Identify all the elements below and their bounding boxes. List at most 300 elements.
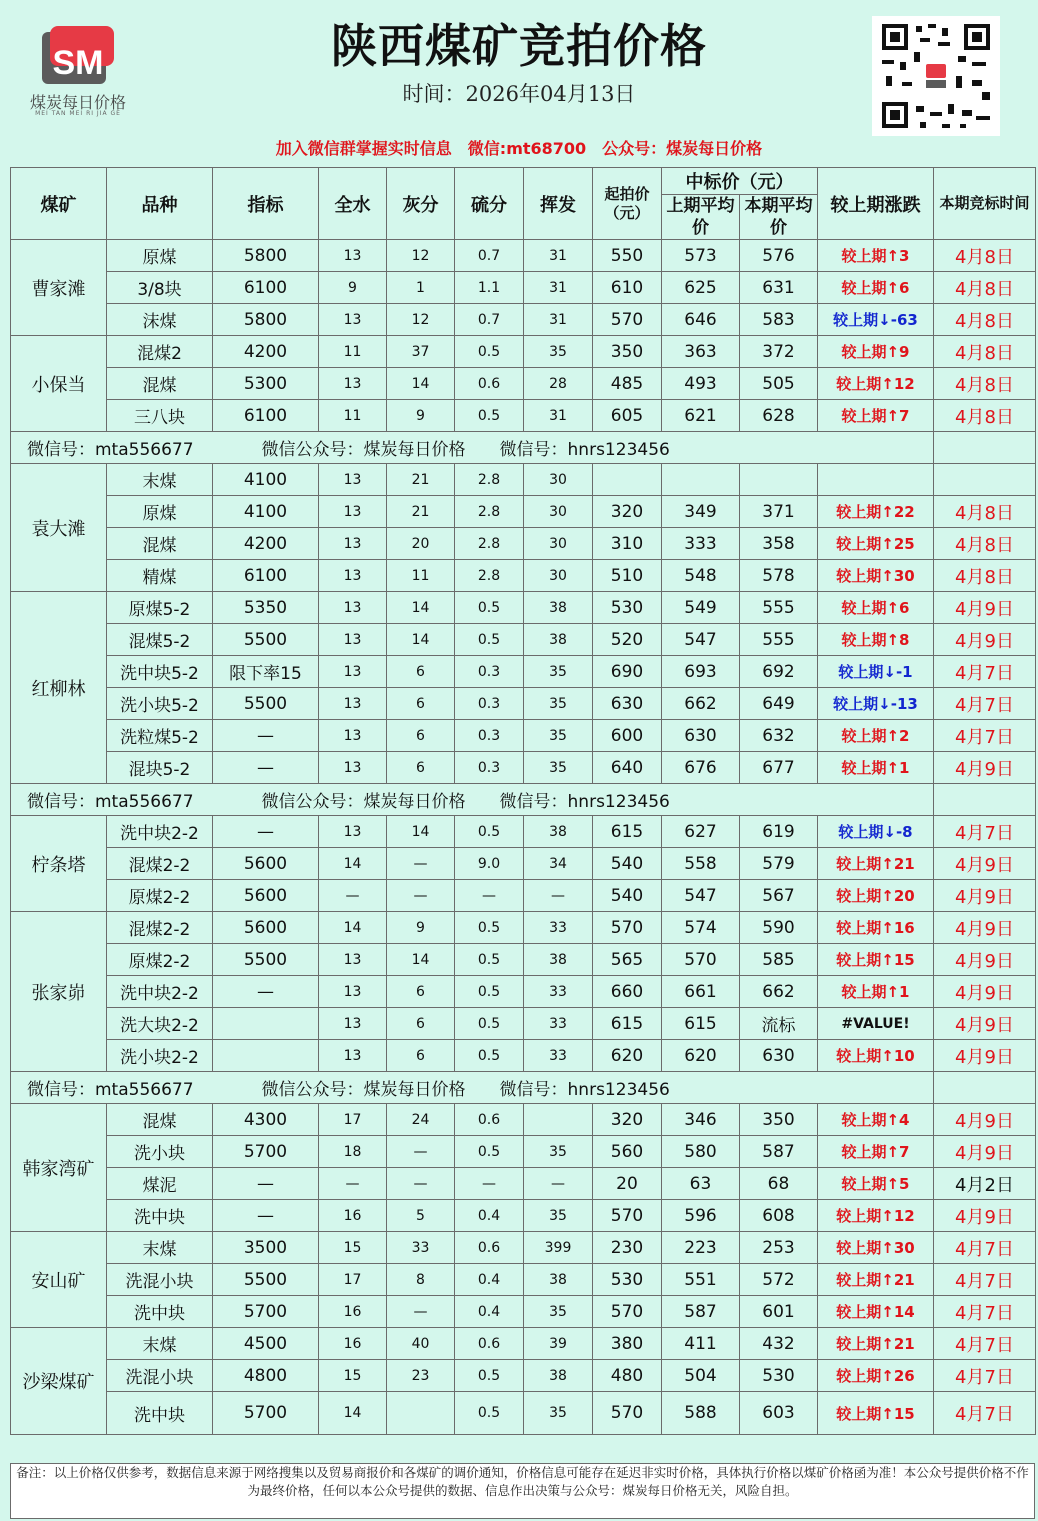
price-change: 较上期↑15: [818, 1392, 934, 1435]
ad-text: 微信号：mta556677 微信公众号：煤炭每日价格 微信号：hnrs123456: [11, 432, 934, 464]
volatile-value: 35: [524, 1296, 593, 1328]
curr-avg-price: 555: [740, 624, 818, 656]
volatile-value: 38: [524, 592, 593, 624]
price-change: 较上期↑6: [818, 272, 934, 304]
curr-avg-price: 585: [740, 944, 818, 976]
coal-index: 6100: [213, 400, 319, 432]
start-price: 510: [593, 560, 662, 592]
bid-date: 4月8日: [934, 272, 1036, 304]
moisture-value: 13: [319, 240, 387, 272]
coal-variety: 末煤: [107, 464, 213, 496]
ash-value: 6: [387, 976, 455, 1008]
start-price: 570: [593, 304, 662, 336]
ad-row: [11, 432, 1036, 464]
volatile-value: 35: [524, 688, 593, 720]
price-change: #VALUE!: [818, 1008, 934, 1040]
bid-date: 4月8日: [934, 304, 1036, 336]
bid-date: 4月7日: [934, 816, 1036, 848]
coal-index: 5600: [213, 848, 319, 880]
header-start-price: 起拍价（元）: [593, 168, 662, 240]
sulfur-value: 0.5: [455, 1040, 524, 1072]
curr-avg-price: 505: [740, 368, 818, 400]
coal-variety: 混煤2-2: [107, 848, 213, 880]
coal-variety: 精煤: [107, 560, 213, 592]
price-change: 较上期↑7: [818, 1136, 934, 1168]
ash-value: 6: [387, 720, 455, 752]
price-change: 较上期↑2: [818, 720, 934, 752]
table-row: [11, 1136, 1036, 1168]
price-change: 较上期↓-13: [818, 688, 934, 720]
sulfur-value: 0.6: [455, 1104, 524, 1136]
sulfur-value: 0.3: [455, 752, 524, 784]
price-change: 较上期↑14: [818, 1296, 934, 1328]
start-price: 615: [593, 816, 662, 848]
moisture-value: —: [319, 880, 387, 912]
table-row: [11, 1040, 1036, 1072]
ash-value: 21: [387, 496, 455, 528]
start-price: 530: [593, 592, 662, 624]
moisture-value: 11: [319, 400, 387, 432]
volatile-value: 35: [524, 656, 593, 688]
price-change: 较上期↓-8: [818, 816, 934, 848]
moisture-value: 13: [319, 752, 387, 784]
table-row: [11, 720, 1036, 752]
moisture-value: 9: [319, 272, 387, 304]
start-price: 380: [593, 1328, 662, 1360]
start-price: 640: [593, 752, 662, 784]
coal-index: 5700: [213, 1136, 319, 1168]
start-price: 320: [593, 1104, 662, 1136]
prev-avg-price: 596: [662, 1200, 740, 1232]
moisture-value: 13: [319, 592, 387, 624]
prev-avg-price: 411: [662, 1328, 740, 1360]
table-row: [11, 976, 1036, 1008]
moisture-value: 14: [319, 912, 387, 944]
price-change: 较上期↓-63: [818, 304, 934, 336]
start-price: 570: [593, 1200, 662, 1232]
moisture-value: 13: [319, 720, 387, 752]
bid-date: 4月8日: [934, 400, 1036, 432]
sulfur-value: —: [455, 1168, 524, 1200]
prev-avg-price: 646: [662, 304, 740, 336]
logo-subtext: MEI TAN MEI RI JIA GE: [35, 110, 121, 117]
volatile-value: 38: [524, 816, 593, 848]
ash-value: 14: [387, 944, 455, 976]
coal-variety: 原煤5-2: [107, 592, 213, 624]
coal-index: 5500: [213, 688, 319, 720]
prev-avg-price: 580: [662, 1136, 740, 1168]
volatile-value: 31: [524, 240, 593, 272]
curr-avg-price: [740, 464, 818, 496]
ash-value: 37: [387, 336, 455, 368]
moisture-value: 13: [319, 368, 387, 400]
coal-variety: 混煤2-2: [107, 912, 213, 944]
ad-empty-cell: [934, 432, 1036, 464]
curr-avg-price: 630: [740, 1040, 818, 1072]
table-row: [11, 368, 1036, 400]
price-change: 较上期↑21: [818, 848, 934, 880]
prev-avg-price: [662, 464, 740, 496]
start-price: 480: [593, 1360, 662, 1392]
sulfur-value: 0.5: [455, 976, 524, 1008]
moisture-value: 15: [319, 1232, 387, 1264]
coal-variety: 混煤: [107, 368, 213, 400]
ash-value: —: [387, 880, 455, 912]
ash-value: 1: [387, 272, 455, 304]
prev-avg-price: 349: [662, 496, 740, 528]
table-row: [11, 464, 1036, 496]
ash-value: 8: [387, 1264, 455, 1296]
header-winning-price: 中标价（元）: [662, 168, 818, 195]
coal-variety: 混煤: [107, 1104, 213, 1136]
price-change: 较上期↑12: [818, 1200, 934, 1232]
coal-index: 3500: [213, 1232, 319, 1264]
prev-avg-price: 661: [662, 976, 740, 1008]
prev-avg-price: 621: [662, 400, 740, 432]
sulfur-value: 0.6: [455, 1328, 524, 1360]
sulfur-value: 0.4: [455, 1296, 524, 1328]
moisture-value: 13: [319, 528, 387, 560]
bid-date: 4月7日: [934, 1232, 1036, 1264]
bid-date: 4月9日: [934, 752, 1036, 784]
ad-text: 微信号：mta556677 微信公众号：煤炭每日价格 微信号：hnrs123456: [11, 1072, 934, 1104]
table-row: [11, 816, 1036, 848]
moisture-value: 14: [319, 848, 387, 880]
curr-avg-price: 372: [740, 336, 818, 368]
bid-date: 4月9日: [934, 1040, 1036, 1072]
volatile-value: 34: [524, 848, 593, 880]
price-change: 较上期↑21: [818, 1328, 934, 1360]
volatile-value: 35: [524, 720, 593, 752]
prev-avg-price: 547: [662, 880, 740, 912]
volatile-value: 35: [524, 336, 593, 368]
ash-value: 12: [387, 304, 455, 336]
header-sulfur: 硫分: [455, 168, 524, 240]
prev-avg-price: 625: [662, 272, 740, 304]
curr-avg-price: 601: [740, 1296, 818, 1328]
mine-name: 小保当: [11, 336, 107, 432]
coal-variety: 混煤5-2: [107, 624, 213, 656]
curr-avg-price: 692: [740, 656, 818, 688]
coal-index: 5500: [213, 624, 319, 656]
sulfur-value: 0.5: [455, 400, 524, 432]
ash-value: 40: [387, 1328, 455, 1360]
curr-avg-price: 567: [740, 880, 818, 912]
sulfur-value: 1.1: [455, 272, 524, 304]
start-price: 550: [593, 240, 662, 272]
bid-date: 4月9日: [934, 912, 1036, 944]
price-change: 较上期↑10: [818, 1040, 934, 1072]
moisture-value: 17: [319, 1104, 387, 1136]
prev-avg-price: 363: [662, 336, 740, 368]
moisture-value: 13: [319, 560, 387, 592]
price-table-body: [11, 240, 1036, 1435]
ad-row: [11, 1072, 1036, 1104]
sulfur-value: 0.4: [455, 1264, 524, 1296]
coal-index: [213, 1040, 319, 1072]
moisture-value: —: [319, 1168, 387, 1200]
volatile-value: 28: [524, 368, 593, 400]
header-mine: 煤矿: [11, 168, 107, 240]
wechat-notice: 加入微信群掌握实时信息 微信:mt68700 公众号：煤炭每日价格: [275, 139, 763, 158]
bid-date: 4月7日: [934, 656, 1036, 688]
curr-avg-price: 603: [740, 1392, 818, 1435]
volatile-value: 38: [524, 624, 593, 656]
prev-avg-price: 223: [662, 1232, 740, 1264]
coal-index: 5500: [213, 944, 319, 976]
ash-value: 6: [387, 656, 455, 688]
coal-index: 4500: [213, 1328, 319, 1360]
table-row: [11, 1360, 1036, 1392]
price-change: 较上期↑4: [818, 1104, 934, 1136]
bid-date: 4月9日: [934, 880, 1036, 912]
table-row: [11, 752, 1036, 784]
table-row: [11, 848, 1036, 880]
price-change: 较上期↑1: [818, 976, 934, 1008]
volatile-value: 33: [524, 976, 593, 1008]
volatile-value: 35: [524, 1200, 593, 1232]
volatile-value: 38: [524, 1360, 593, 1392]
ash-value: 6: [387, 1008, 455, 1040]
header-variety: 品种: [107, 168, 213, 240]
moisture-value: 13: [319, 976, 387, 1008]
coal-index: 4200: [213, 528, 319, 560]
curr-avg-price: 358: [740, 528, 818, 560]
curr-avg-price: 677: [740, 752, 818, 784]
coal-index: 4100: [213, 496, 319, 528]
moisture-value: 13: [319, 656, 387, 688]
coal-variety: 洗大块2-2: [107, 1008, 213, 1040]
volatile-value: 33: [524, 912, 593, 944]
table-row: [11, 592, 1036, 624]
coal-variety: 煤泥: [107, 1168, 213, 1200]
coal-variety: 末煤: [107, 1328, 213, 1360]
curr-avg-price: 530: [740, 1360, 818, 1392]
start-price: 600: [593, 720, 662, 752]
curr-avg-price: 579: [740, 848, 818, 880]
volatile-value: —: [524, 880, 593, 912]
volatile-value: 38: [524, 944, 593, 976]
prev-avg-price: 63: [662, 1168, 740, 1200]
header-volatile: 挥发: [524, 168, 593, 240]
moisture-value: 14: [319, 1392, 387, 1435]
bid-date: 4月7日: [934, 1296, 1036, 1328]
table-row: [11, 1168, 1036, 1200]
bid-date: [934, 464, 1036, 496]
sulfur-value: 0.5: [455, 1392, 524, 1435]
coal-variety: 洗中块: [107, 1296, 213, 1328]
coal-variety: 原煤: [107, 496, 213, 528]
curr-avg-price: 649: [740, 688, 818, 720]
coal-index: 5300: [213, 368, 319, 400]
sulfur-value: 0.5: [455, 912, 524, 944]
volatile-value: 35: [524, 1392, 593, 1435]
bid-date: 4月8日: [934, 496, 1036, 528]
ash-value: 6: [387, 688, 455, 720]
coal-index: —: [213, 752, 319, 784]
ash-value: —: [387, 1136, 455, 1168]
table-row: [11, 528, 1036, 560]
ash-value: 14: [387, 368, 455, 400]
mine-name: 红柳林: [11, 592, 107, 784]
volatile-value: 30: [524, 496, 593, 528]
coal-variety: 洗小块: [107, 1136, 213, 1168]
curr-avg-price: 608: [740, 1200, 818, 1232]
table-row: [11, 240, 1036, 272]
table-row: [11, 1296, 1036, 1328]
volatile-value: [524, 1104, 593, 1136]
ad-empty-cell: [934, 1072, 1036, 1104]
coal-index: 6100: [213, 560, 319, 592]
start-price: 350: [593, 336, 662, 368]
mine-name: 沙梁煤矿: [11, 1328, 107, 1435]
prev-avg-price: 588: [662, 1392, 740, 1435]
price-change: [818, 464, 934, 496]
ash-value: 9: [387, 912, 455, 944]
ad-empty-cell: [934, 784, 1036, 816]
coal-index: 5600: [213, 880, 319, 912]
volatile-value: 30: [524, 528, 593, 560]
header-curr-avg: 本期平均价: [740, 195, 818, 240]
table-row: [11, 400, 1036, 432]
sulfur-value: 0.5: [455, 624, 524, 656]
coal-variety: 原煤: [107, 240, 213, 272]
moisture-value: 17: [319, 1264, 387, 1296]
table-row: [11, 304, 1036, 336]
sulfur-value: 0.6: [455, 1232, 524, 1264]
coal-variety: 洗中块5-2: [107, 656, 213, 688]
bid-date: 4月7日: [934, 1264, 1036, 1296]
prev-avg-price: 558: [662, 848, 740, 880]
prev-avg-price: 570: [662, 944, 740, 976]
volatile-value: 31: [524, 400, 593, 432]
moisture-value: 15: [319, 1360, 387, 1392]
start-price: 540: [593, 848, 662, 880]
curr-avg-price: 583: [740, 304, 818, 336]
bid-date: 4月9日: [934, 1008, 1036, 1040]
ad-text: 微信号：mta556677 微信公众号：煤炭每日价格 微信号：hnrs123456: [11, 784, 934, 816]
coal-variety: 洗中块2-2: [107, 976, 213, 1008]
prev-avg-price: 549: [662, 592, 740, 624]
volatile-value: 33: [524, 1008, 593, 1040]
qr-code-icon: [872, 16, 1000, 136]
coal-index: 4200: [213, 336, 319, 368]
bid-date: 4月8日: [934, 368, 1036, 400]
prev-avg-price: 574: [662, 912, 740, 944]
bid-date: 4月7日: [934, 1392, 1036, 1435]
price-change: 较上期↑9: [818, 336, 934, 368]
coal-index: 4300: [213, 1104, 319, 1136]
coal-variety: 洗中块2-2: [107, 816, 213, 848]
logo-text: 煤炭每日价格: [29, 93, 126, 112]
moisture-value: 13: [319, 464, 387, 496]
bid-date: 4月8日: [934, 336, 1036, 368]
price-change: 较上期↑1: [818, 752, 934, 784]
table-row: [11, 912, 1036, 944]
table-row: [11, 1264, 1036, 1296]
coal-index: 5500: [213, 1264, 319, 1296]
bid-date: 4月7日: [934, 688, 1036, 720]
start-price: 230: [593, 1232, 662, 1264]
ash-value: 14: [387, 624, 455, 656]
curr-avg-price: 631: [740, 272, 818, 304]
volatile-value: 38: [524, 1264, 593, 1296]
sulfur-value: 2.8: [455, 560, 524, 592]
mine-name: 张家峁: [11, 912, 107, 1072]
prev-avg-price: 627: [662, 816, 740, 848]
table-row: [11, 272, 1036, 304]
curr-avg-price: 流标: [740, 1008, 818, 1040]
moisture-value: 13: [319, 624, 387, 656]
header-ash: 灰分: [387, 168, 455, 240]
price-change: 较上期↑7: [818, 400, 934, 432]
report-date: 时间：2026年04月13日: [402, 82, 636, 106]
ash-value: 6: [387, 752, 455, 784]
bid-date: 4月9日: [934, 624, 1036, 656]
bid-date: 4月8日: [934, 528, 1036, 560]
curr-avg-price: 632: [740, 720, 818, 752]
prev-avg-price: 620: [662, 1040, 740, 1072]
start-price: 540: [593, 880, 662, 912]
ash-value: 24: [387, 1104, 455, 1136]
coal-variety: 洗小块2-2: [107, 1040, 213, 1072]
moisture-value: 16: [319, 1328, 387, 1360]
start-price: 570: [593, 1296, 662, 1328]
price-change: 较上期↑30: [818, 1232, 934, 1264]
bid-date: 4月7日: [934, 1328, 1036, 1360]
volatile-value: 399: [524, 1232, 593, 1264]
curr-avg-price: 432: [740, 1328, 818, 1360]
ash-value: 21: [387, 464, 455, 496]
moisture-value: 16: [319, 1200, 387, 1232]
price-change: 较上期↑16: [818, 912, 934, 944]
start-price: 560: [593, 1136, 662, 1168]
table-row: [11, 688, 1036, 720]
moisture-value: 13: [319, 304, 387, 336]
start-price: 570: [593, 912, 662, 944]
moisture-value: 13: [319, 496, 387, 528]
bid-date: 4月9日: [934, 848, 1036, 880]
coal-variety: 原煤2-2: [107, 880, 213, 912]
start-price: 690: [593, 656, 662, 688]
bid-date: 4月9日: [934, 1136, 1036, 1168]
coal-variety: 末煤: [107, 1232, 213, 1264]
curr-avg-price: 253: [740, 1232, 818, 1264]
bid-date: 4月9日: [934, 976, 1036, 1008]
header-index: 指标: [213, 168, 319, 240]
table-row: [11, 336, 1036, 368]
sulfur-value: 0.5: [455, 944, 524, 976]
ash-value: 6: [387, 1040, 455, 1072]
volatile-value: 30: [524, 560, 593, 592]
sulfur-value: 2.8: [455, 528, 524, 560]
curr-avg-price: 68: [740, 1168, 818, 1200]
price-change: 较上期↑20: [818, 880, 934, 912]
moisture-value: 13: [319, 1040, 387, 1072]
bid-date: 4月7日: [934, 720, 1036, 752]
start-price: 610: [593, 272, 662, 304]
ash-value: 12: [387, 240, 455, 272]
prev-avg-price: 551: [662, 1264, 740, 1296]
sulfur-value: —: [455, 880, 524, 912]
prev-avg-price: 504: [662, 1360, 740, 1392]
table-row: [11, 560, 1036, 592]
moisture-value: 16: [319, 1296, 387, 1328]
coal-variety: 洗粒煤5-2: [107, 720, 213, 752]
volatile-value: —: [524, 1168, 593, 1200]
coal-variety: 混煤2: [107, 336, 213, 368]
volatile-value: 31: [524, 304, 593, 336]
